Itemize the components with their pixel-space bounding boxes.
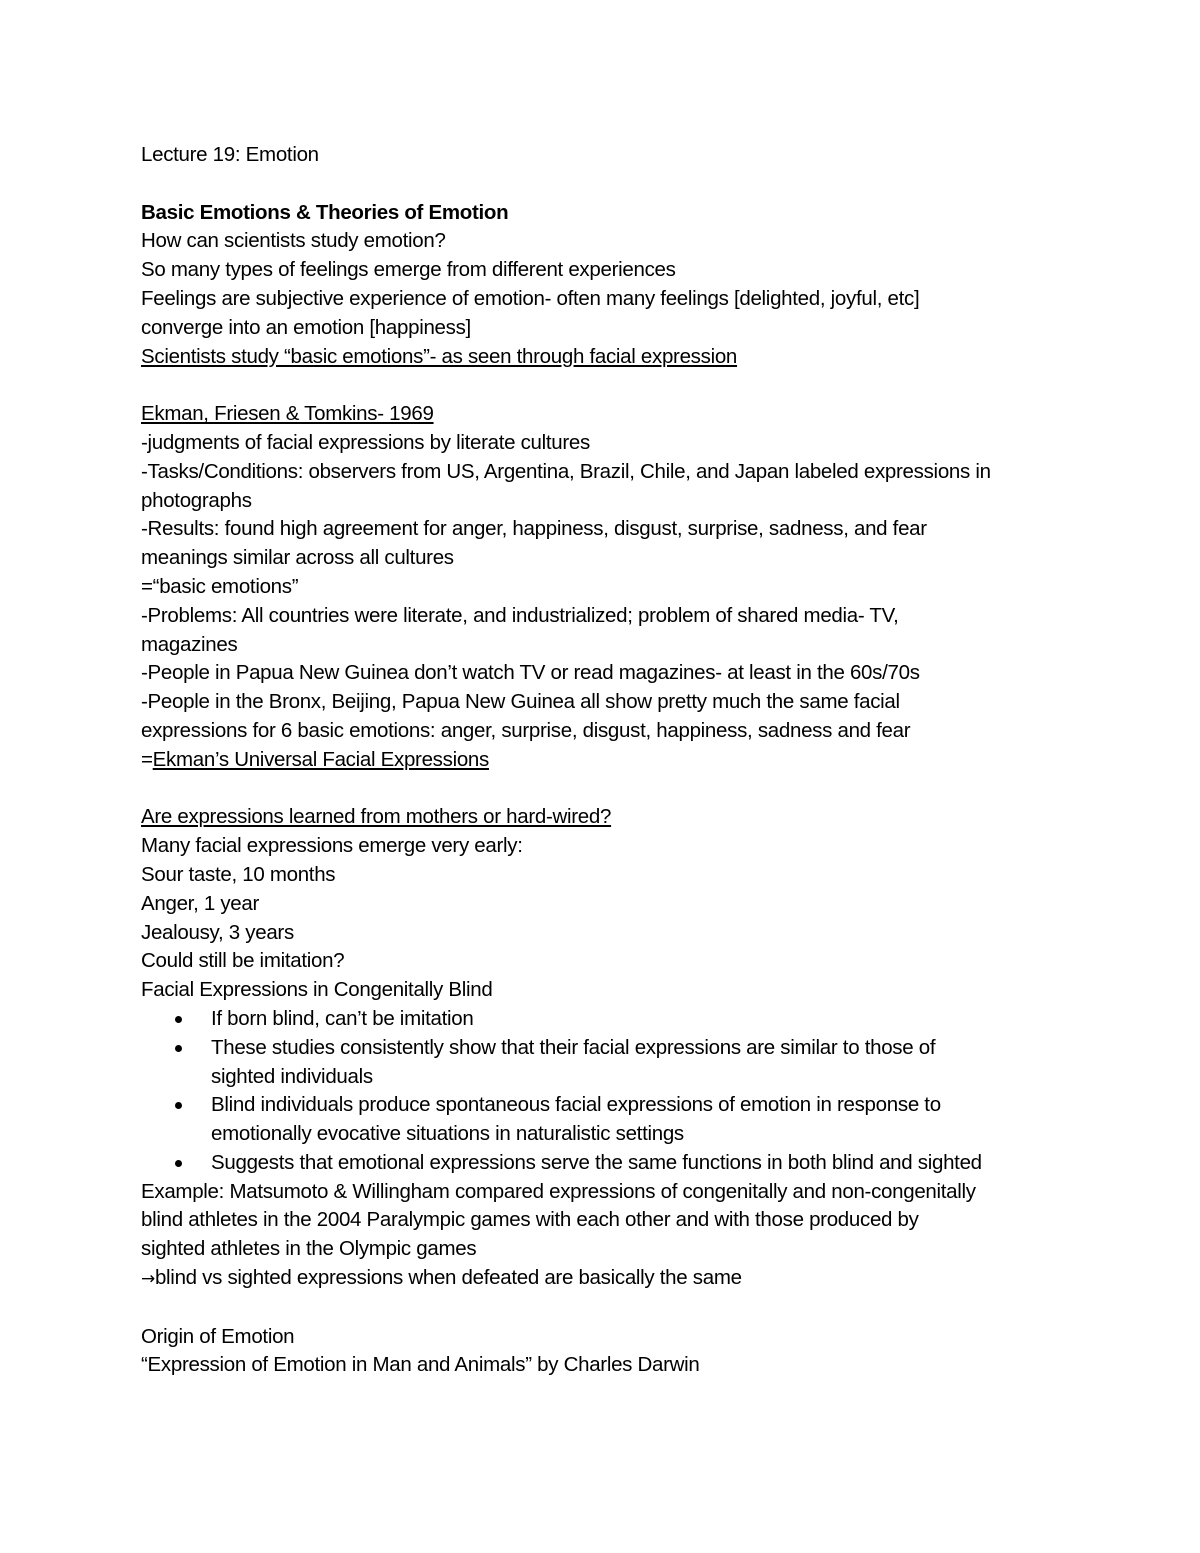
- arrow-line-text: blind vs sighted expressions when defeated are basically the same: [154, 1266, 742, 1290]
- text-line: converge into an emotion [happiness]: [141, 315, 471, 339]
- text-line: -Results: found high agreement for anger, happiness, disgust, surprise, sadness, and fear: [141, 517, 927, 541]
- text-line: “Expression of Emotion in Man and Animals” by Charles Darwin: [141, 1353, 700, 1377]
- spacer: [141, 1294, 1071, 1323]
- text-line: -judgments of facial expressions by literate cultures: [141, 430, 590, 454]
- section-heading-ekman: [141, 400, 1071, 429]
- conclusion-line: [141, 746, 1071, 775]
- section-heading-origin: Origin of Emotion: [141, 1324, 295, 1348]
- text-line: Anger, 1 year: [141, 891, 260, 915]
- text-line: -Problems: All countries were literate, and industrialized; problem of shared media- TV,: [141, 603, 899, 627]
- list-item: [141, 1149, 1071, 1178]
- text-line: magazines: [141, 632, 238, 656]
- spacer: [141, 371, 1071, 400]
- underlined-heading: Are expressions learned from mothers or hard-wired?: [141, 805, 612, 829]
- text-line: meanings similar across all cultures: [141, 546, 454, 570]
- arrow-right-icon: →: [141, 1269, 155, 1290]
- list-item: [141, 1005, 1071, 1034]
- text-line: expressions for 6 basic emotions: anger, surprise, disgust, happiness, sadness and fear: [141, 718, 911, 742]
- underlined-conclusion: Ekman’s Universal Facial Expressions: [152, 747, 489, 771]
- list-item-text: Blind individuals produce spontaneous facial expressions of emotion in response to: [211, 1093, 941, 1117]
- spacer: [141, 170, 1071, 199]
- text-line: Facial Expressions in Congenitally Blind: [141, 978, 493, 1002]
- text-line: So many types of feelings emerge from different experiences: [141, 258, 676, 282]
- text-line: Example: Matsumoto & Willingham compared expressions of congenitally and non-congenitally: [141, 1179, 976, 1203]
- list-item-text-continued: sighted individuals: [211, 1064, 373, 1088]
- bullet-icon: [175, 1016, 182, 1023]
- list-item-text: Suggests that emotional expressions serve the same functions in both blind and sighted: [211, 1150, 982, 1174]
- text-line: photographs: [141, 488, 252, 512]
- bullet-icon: [175, 1160, 182, 1167]
- bullet-list: [141, 1005, 1071, 1178]
- text-line: blind athletes in the 2004 Paralympic games with each other and with those produced by: [141, 1208, 919, 1232]
- text-line: -People in the Bronx, Beijing, Papua New Guinea all show pretty much the same facial: [141, 690, 900, 714]
- section-heading-learned-or-hardwired: [141, 803, 1071, 832]
- text-line: =“basic emotions”: [141, 574, 299, 598]
- bullet-icon: [175, 1102, 182, 1109]
- arrow-line: [141, 1264, 1071, 1294]
- text-line: Sour taste, 10 months: [141, 862, 336, 886]
- text-line: How can scientists study emotion?: [141, 229, 446, 253]
- underlined-text: Scientists study “basic emotions”- as seen through facial expression: [141, 344, 738, 368]
- text-line: Feelings are subjective experience of emotion- often many feelings [delighted, joyful, etc]: [141, 286, 920, 310]
- text-line: Could still be imitation?: [141, 949, 345, 973]
- list-item: [141, 1091, 1071, 1149]
- document-body: [141, 141, 1071, 1380]
- list-item-text: If born blind, can’t be imitation: [211, 1006, 474, 1030]
- text-line: -People in Papua New Guinea don’t watch TV or read magazines- at least in the 60s/70s: [141, 661, 920, 685]
- text-line: sighted athletes in the Olympic games: [141, 1237, 477, 1261]
- underlined-heading: Ekman, Friesen & Tomkins- 1969: [141, 402, 434, 426]
- section-heading-basic-emotions: Basic Emotions & Theories of Emotion: [141, 200, 509, 224]
- bullet-icon: [175, 1045, 182, 1052]
- underlined-statement: [141, 343, 1071, 372]
- list-item: [141, 1034, 1071, 1092]
- spacer: [141, 775, 1071, 804]
- list-item-text: These studies consistently show that their facial expressions are similar to those of: [211, 1035, 936, 1059]
- text-line: Jealousy, 3 years: [141, 920, 294, 944]
- equals-prefix: =: [141, 747, 153, 771]
- list-item-text-continued: emotionally evocative situations in naturalistic settings: [211, 1122, 684, 1146]
- page-title: Lecture 19: Emotion: [141, 143, 319, 166]
- text-line: Many facial expressions emerge very early:: [141, 834, 523, 858]
- text-line: -Tasks/Conditions: observers from US, Argentina, Brazil, Chile, and Japan labeled expressions in: [141, 459, 991, 483]
